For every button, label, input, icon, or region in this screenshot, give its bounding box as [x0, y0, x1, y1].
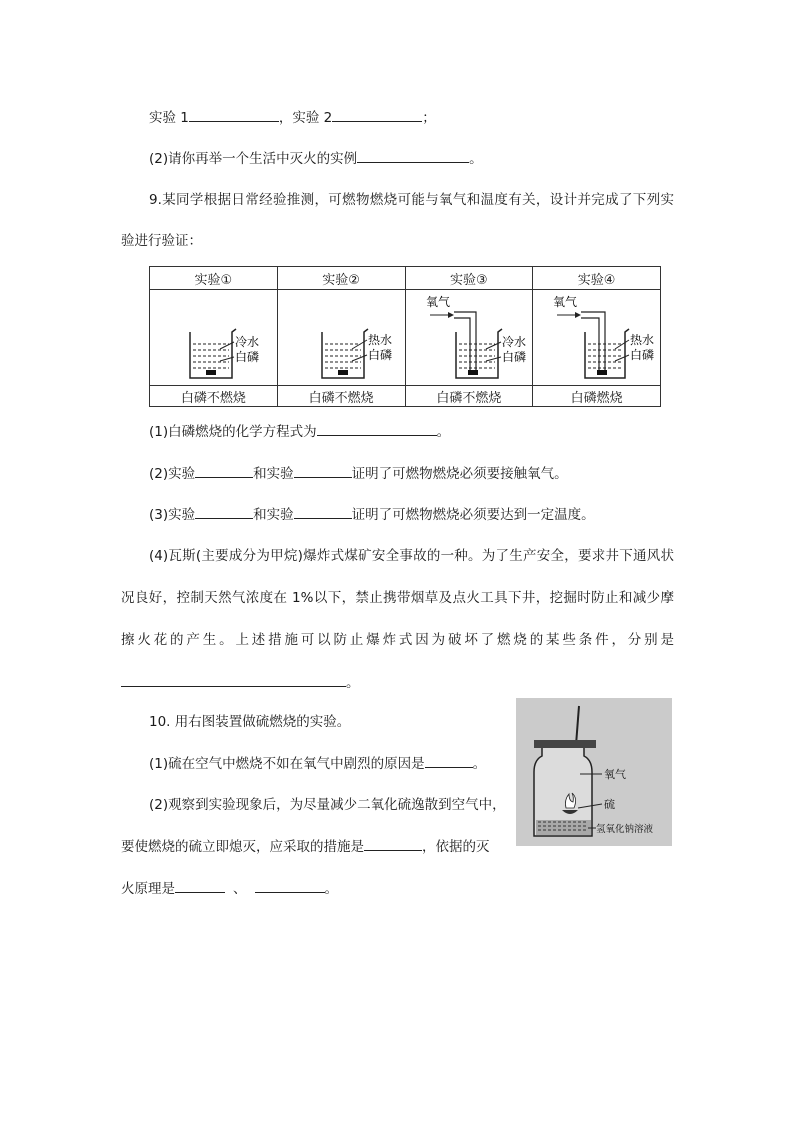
q10-part-2-text: 要使燃烧的硫立即熄灭，应采取的措施是: [121, 839, 364, 855]
label-hot-water: 热水: [367, 333, 392, 347]
result-exp-4: 白磷燃烧: [533, 386, 661, 407]
label-sulfur: 硫: [604, 798, 615, 811]
q9-part-4-line-4: [121, 672, 360, 693]
header-exp-3: 实验③: [405, 267, 533, 290]
q9-part-1-end: 。: [436, 424, 451, 440]
q10-part-2-line-2: [121, 836, 490, 857]
label-oxygen: 氧气: [604, 768, 626, 781]
q9-part-4-blank[interactable]: [121, 672, 346, 687]
sulfur-combustion-figure: [516, 698, 672, 846]
q9-part-3-blank-1[interactable]: [195, 504, 253, 519]
exp2-blank[interactable]: [332, 107, 422, 122]
q10-part-2-line-1: (2)观察到实验现象后，为尽量减少二氧化硫逸散到空气中，: [149, 797, 506, 813]
exp1-blank[interactable]: [189, 107, 279, 122]
table-diagram-row: [150, 290, 661, 386]
label-cold-water: 冷水: [235, 335, 260, 349]
beaker-diagram-2: [278, 290, 406, 385]
q10-part-2-b: ，依据的灭: [422, 839, 490, 855]
q9-part-3-blank-2[interactable]: [294, 504, 352, 519]
q9-part-3-b: 和实验: [253, 507, 294, 523]
result-exp-2: 白磷不燃烧: [277, 386, 405, 407]
q9-part-4-line-2: 况良好，控制天然气浓度在 1%以下，禁止携带烟草及点火工具下井，挖掘时防止和减少摩: [121, 590, 674, 606]
q10-separator: 、: [233, 881, 247, 897]
question-2-line: [149, 148, 483, 169]
beaker-diagram-4: [533, 290, 661, 385]
q9-part-1: [149, 421, 450, 442]
semicolon: ；: [422, 110, 436, 126]
q9-part-4-line-3: 擦火花的产生。上述措施可以防止爆炸式因为破坏了燃烧的某些条件，分别是: [121, 632, 674, 648]
q9-part-3-c: 证明了可燃物燃烧必须要达到一定温度。: [351, 507, 595, 523]
result-exp-3: 白磷不燃烧: [405, 386, 533, 407]
answer-line-experiments: [149, 107, 436, 128]
q9-part-1-text: (1)白磷燃烧的化学方程式为: [149, 424, 317, 440]
label-white-p: 白磷: [630, 348, 655, 362]
question-9-line-1: 9.某同学根据日常经验推测，可燃物燃烧可能与氧气和温度有关，设计并完成了下列实: [149, 192, 674, 208]
q9-part-2-blank-2[interactable]: [294, 463, 352, 478]
question-9-line-2: 验进行验证：: [121, 233, 202, 249]
exp2-label: ，实验 2: [278, 110, 333, 126]
label-hot-water: 热水: [630, 333, 655, 347]
label-white-p: 白磷: [235, 350, 260, 364]
q10-measure-blank[interactable]: [364, 836, 422, 851]
q9-part-2-a: (2)实验: [149, 466, 196, 482]
q9-part-2-b: 和实验: [253, 466, 294, 482]
header-exp-4: 实验④: [533, 267, 661, 290]
q10-principle-blank-1[interactable]: [175, 878, 225, 893]
q10-part-2-end: 。: [324, 881, 338, 897]
equation-blank[interactable]: [317, 421, 437, 436]
q10-part-1-end: 。: [472, 756, 487, 772]
label-oxygen: 氧气: [425, 295, 450, 309]
q9-part-3-a: (3)实验: [149, 507, 196, 523]
q10-principle-blank-2[interactable]: [255, 878, 325, 893]
table-result-row: [150, 386, 661, 407]
result-exp-1: 白磷不燃烧: [150, 386, 278, 407]
question-2-end: 。: [469, 151, 483, 167]
q9-part-2: [149, 463, 568, 484]
diagram-cell-3: [405, 290, 533, 386]
diagram-cell-4: [533, 290, 661, 386]
header-exp-2: 实验②: [277, 267, 405, 290]
q10-part-1-text: (1)硫在空气中燃烧不如在氧气中剧烈的原因是: [149, 756, 425, 772]
exp1-label: 实验 1: [149, 110, 189, 126]
question-2-blank[interactable]: [357, 148, 469, 163]
label-white-p: 白磷: [501, 350, 526, 364]
label-oxygen: 氧气: [553, 295, 578, 309]
q10-part-1-blank[interactable]: [425, 753, 473, 768]
q9-part-2-c: 证明了可燃物燃烧必须要接触氧气。: [351, 466, 568, 482]
label-cold-water: 冷水: [501, 335, 526, 349]
q9-part-4-end: 。: [346, 675, 360, 691]
q9-part-4-line-1: (4)瓦斯(主要成分为甲烷)爆炸式煤矿安全事故的一种。为了生产安全，要求井下通风状: [149, 548, 674, 564]
diagram-cell-1: [150, 290, 278, 386]
label-white-p: 白磷: [367, 348, 392, 362]
question-2-text: (2)请你再举一个生活中灭火的实例: [149, 151, 358, 167]
q10-part-2-line-3: [121, 878, 338, 899]
q9-part-3: [149, 504, 595, 525]
table-header-row: [150, 267, 661, 290]
experiment-table: [149, 266, 661, 407]
beaker-diagram-1: [150, 290, 278, 385]
q10-part-2-c: 火原理是: [121, 881, 175, 897]
sulfur-jar-diagram: [516, 698, 672, 846]
q10-title: 10. 用右图装置做硫燃烧的实验。: [149, 714, 351, 730]
q9-part-2-blank-1[interactable]: [195, 463, 253, 478]
beaker-diagram-3: [406, 290, 534, 385]
diagram-cell-2: [277, 290, 405, 386]
header-exp-1: 实验①: [150, 267, 278, 290]
q10-part-1: [149, 753, 486, 774]
label-naoh-solution: 氢氧化钠溶液: [596, 824, 654, 835]
